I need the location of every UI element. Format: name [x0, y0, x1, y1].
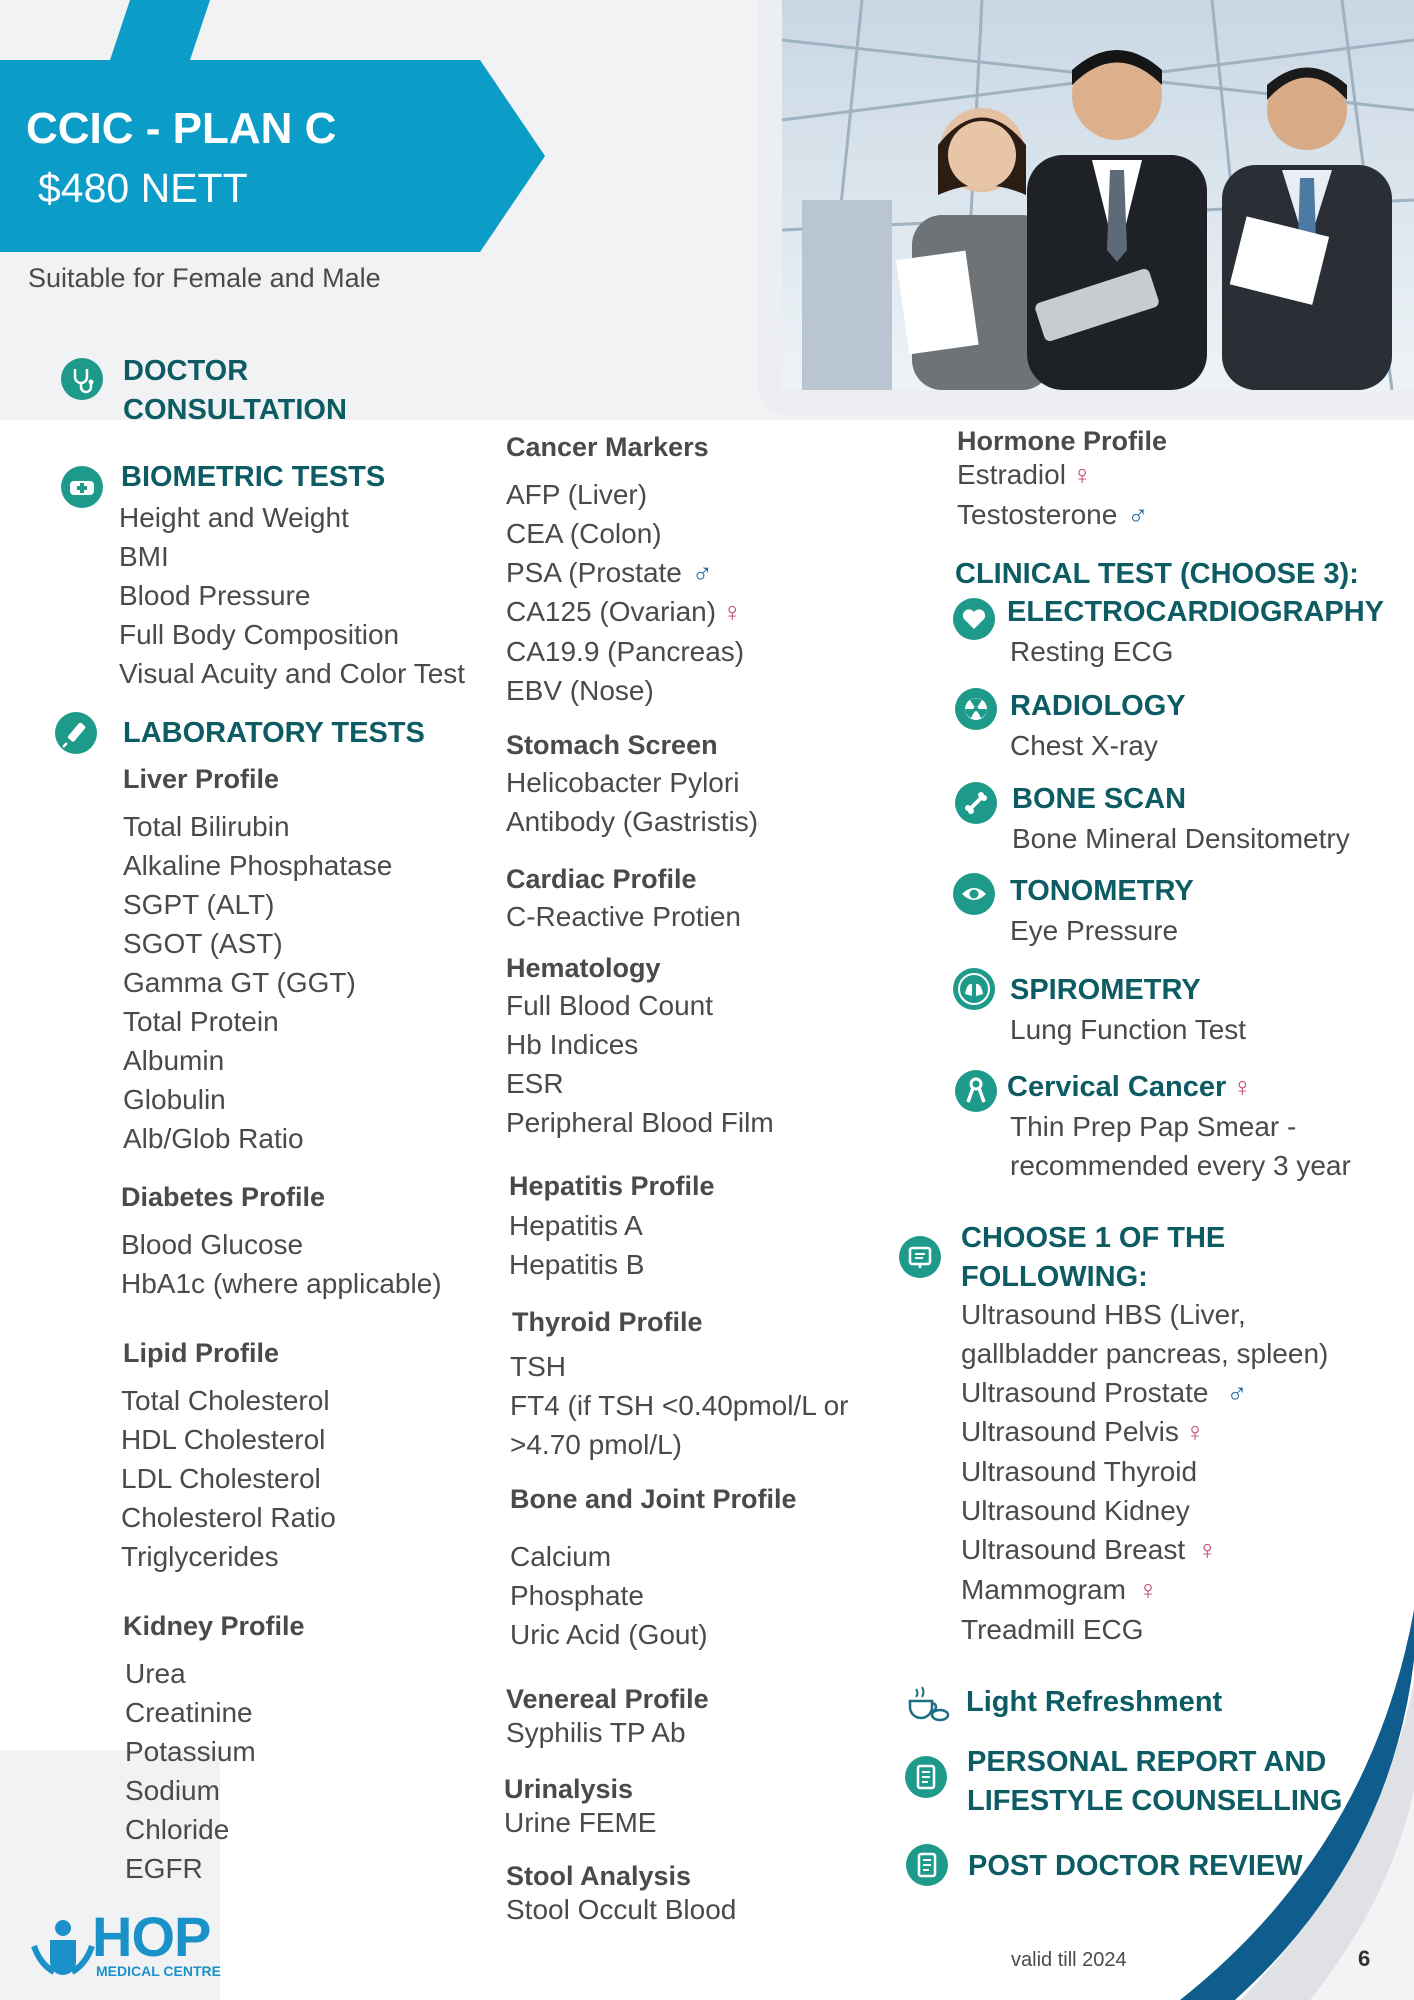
female-icon: ♀: [1184, 1417, 1206, 1447]
bone-scan-section: [1012, 780, 1350, 858]
list-item: Sodium: [125, 1775, 220, 1806]
ultrasound-icon: [899, 1236, 941, 1278]
suitable-text: Suitable for Female and Male: [28, 263, 381, 293]
female-icon: ♀: [1071, 460, 1093, 490]
cervical-title-text: Cervical Cancer: [1007, 1071, 1227, 1103]
male-icon: ♂: [1127, 499, 1149, 530]
urinalysis-title: Urinalysis: [504, 1774, 634, 1804]
female-icon: ♀: [722, 597, 743, 627]
cervical-title: [1007, 1068, 1351, 1107]
female-icon: ♀: [1137, 1575, 1159, 1605]
female-icon: ♀: [1232, 1072, 1253, 1102]
list-item: Chloride: [125, 1814, 230, 1845]
list-item: CEA (Colon): [506, 518, 662, 549]
ribbon-icon: [955, 1070, 997, 1112]
radiology-title: RADIOLOGY: [1010, 690, 1186, 722]
choose-one-title-line2: FOLLOWING:: [961, 1261, 1148, 1293]
bone-icon: [955, 782, 997, 824]
diabetes-title: Diabetes Profile: [121, 1182, 326, 1212]
bone-scan-title: BONE SCAN: [1012, 783, 1187, 815]
list-item: Uric Acid (Gout): [510, 1619, 708, 1650]
lipid-profile: [123, 1335, 336, 1576]
list-item: FT4 (if TSH <0.40pmol/L or: [510, 1390, 849, 1421]
hormone-title: Hormone Profile: [957, 426, 1168, 456]
list-item: Syphilis TP Ab: [506, 1717, 686, 1748]
ambulance-icon: [61, 466, 103, 508]
list-item: Height and Weight: [119, 502, 349, 533]
kidney-title: Kidney Profile: [123, 1611, 305, 1641]
male-icon: ♂: [691, 557, 713, 588]
list-item: Stool Occult Blood: [506, 1894, 737, 1925]
laboratory-title: LABORATORY TESTS: [123, 717, 425, 749]
list-item: C-Reactive Protien: [506, 901, 741, 932]
list-item: EGFR: [125, 1853, 203, 1884]
list-item: Urea: [125, 1658, 186, 1689]
radiation-icon: [955, 688, 997, 730]
logo-subtext: MEDICAL CENTRE: [96, 1963, 221, 1979]
list-item: CA19.9 (Pancreas): [506, 636, 745, 667]
bone-joint-title: Bone and Joint Profile: [510, 1484, 797, 1514]
choose-one-title-line1: CHOOSE 1 OF THE: [961, 1222, 1226, 1254]
list-item: Thin Prep Pap Smear -: [1010, 1111, 1297, 1142]
lipid-title: Lipid Profile: [123, 1338, 280, 1368]
list-item-label: Testosterone: [957, 499, 1118, 530]
list-item: Treadmill ECG: [961, 1614, 1144, 1645]
liver-title: Liver Profile: [123, 764, 280, 794]
list-item: Gamma GT (GGT): [123, 967, 356, 998]
list-item: LDL Cholesterol: [121, 1463, 321, 1494]
list-item: gallbladder pancreas, spleen): [961, 1338, 1329, 1369]
list-item: AFP (Liver): [506, 479, 648, 510]
list-item-label: Ultrasound Prostate: [961, 1377, 1209, 1408]
hepatitis-title: Hepatitis Profile: [509, 1171, 715, 1201]
list-item: [961, 1412, 1328, 1452]
list-item: EBV (Nose): [506, 675, 654, 706]
hematology-title: Hematology: [506, 953, 661, 983]
cardiac-title: Cardiac Profile: [506, 864, 697, 894]
cancer-markers: [506, 429, 744, 710]
list-item: Triglycerides: [121, 1541, 279, 1572]
list-item: [961, 1373, 1328, 1412]
list-item-label: Estradiol: [957, 459, 1066, 490]
bone-joint-profile: [510, 1481, 797, 1654]
list-item: Hepatitis B: [509, 1249, 645, 1280]
tonometry-section: [1010, 872, 1194, 950]
biometric-title: BIOMETRIC TESTS: [121, 461, 386, 493]
doctor-consultation-line1: DOCTOR: [123, 355, 249, 387]
list-item: Eye Pressure: [1010, 915, 1179, 946]
list-item: Total Bilirubin: [123, 811, 290, 842]
spirometry-section: [1010, 971, 1246, 1049]
list-item: Resting ECG: [1010, 636, 1174, 667]
liver-profile: [123, 761, 392, 1158]
valid-text: valid till 2024: [1011, 1949, 1127, 1971]
list-item: [961, 1530, 1328, 1570]
list-item: Blood Glucose: [121, 1229, 304, 1260]
report-line1: PERSONAL REPORT AND: [967, 1746, 1327, 1778]
plan-title: CCIC - PLAN C: [26, 104, 337, 153]
list-item: Ultrasound Kidney: [961, 1495, 1190, 1526]
female-icon: ♀: [1197, 1535, 1218, 1565]
list-item-label: Ultrasound Pelvis: [961, 1416, 1179, 1447]
clinical-test-title: CLINICAL TEST (CHOOSE 3):: [955, 558, 1359, 590]
list-item: Ultrasound HBS (Liver,: [961, 1299, 1246, 1330]
list-item: Blood Pressure: [119, 580, 311, 611]
list-item: ESR: [506, 1068, 564, 1099]
venereal-profile: [506, 1681, 709, 1752]
lungs-icon: [953, 968, 995, 1010]
business-people-photo: [782, 0, 1414, 390]
venereal-title: Venereal Profile: [506, 1684, 709, 1714]
ecg-section: [1007, 593, 1384, 671]
corner-swoosh: [1140, 1600, 1414, 2000]
list-item-label: CA125 (Ovarian): [506, 596, 717, 627]
list-item-label: PSA (Prostate: [506, 557, 682, 588]
list-item: Antibody (Gastristis): [506, 806, 759, 837]
list-item: SGOT (AST): [123, 928, 283, 959]
list-item: Albumin: [123, 1045, 225, 1076]
list-item: [506, 592, 744, 632]
stool-title: Stool Analysis: [506, 1861, 692, 1891]
spirometry-title: SPIROMETRY: [1010, 974, 1201, 1006]
list-item: Alkaline Phosphatase: [123, 850, 393, 881]
list-item: Creatinine: [125, 1697, 253, 1728]
list-item: Total Protein: [123, 1006, 279, 1037]
logo-text: HOP: [92, 1905, 211, 1968]
list-item: Calcium: [510, 1541, 612, 1572]
list-item: SGPT (ALT): [123, 889, 275, 920]
diabetes-profile: [121, 1179, 442, 1303]
cardiac-profile: [506, 861, 741, 936]
list-item: recommended every 3 year: [1010, 1150, 1351, 1181]
review-icon: [906, 1844, 948, 1886]
choose-one-section: [961, 1219, 1328, 1649]
refreshment-icon: [904, 1683, 950, 1723]
hematology: [506, 950, 774, 1142]
list-item: Chest X-ray: [1010, 730, 1158, 761]
stool-analysis: [506, 1858, 736, 1929]
list-item: Ultrasound Thyroid: [961, 1456, 1198, 1487]
doctor-consultation-line2: CONSULTATION: [123, 394, 347, 426]
male-icon: ♂: [1226, 1377, 1248, 1408]
thyroid-profile: [512, 1304, 848, 1464]
plan-price: $480 NETT: [38, 165, 248, 211]
report-icon: [905, 1756, 947, 1798]
list-item: Potassium: [125, 1736, 256, 1767]
list-item: Lung Function Test: [1010, 1014, 1247, 1045]
list-item: [957, 495, 1167, 534]
list-item: Total Cholesterol: [121, 1385, 330, 1416]
list-item-label: Mammogram: [961, 1574, 1126, 1605]
cervical-section: [1007, 1068, 1351, 1185]
tonometry-title: TONOMETRY: [1010, 875, 1194, 907]
refreshment-title: Light Refreshment: [966, 1686, 1223, 1718]
list-item: TSH: [510, 1351, 566, 1382]
cancer-title: Cancer Markers: [506, 432, 709, 462]
list-item: Full Blood Count: [506, 990, 714, 1021]
list-item: Visual Acuity and Color Test: [119, 658, 466, 689]
hop-logo-icon: [30, 1916, 96, 1978]
biometric-tests: [121, 458, 465, 693]
list-item: [506, 553, 744, 592]
kidney-profile: [123, 1608, 305, 1888]
hormone-profile: [957, 423, 1167, 534]
urinalysis: [504, 1771, 656, 1842]
list-item: [957, 455, 1167, 495]
radiology-section: [1010, 687, 1186, 765]
stomach-title: Stomach Screen: [506, 730, 718, 760]
ecg-title: ELECTROCARDIOGRAPHY: [1007, 596, 1385, 628]
list-item: BMI: [119, 541, 169, 572]
syringe-icon: [55, 712, 97, 754]
list-item: >4.70 pmol/L): [510, 1429, 682, 1460]
list-item: HDL Cholesterol: [121, 1424, 326, 1455]
list-item: Bone Mineral Densitometry: [1012, 823, 1350, 854]
post-doctor-review: POST DOCTOR REVIEW: [968, 1850, 1303, 1882]
list-item: Cholesterol Ratio: [121, 1502, 336, 1533]
heart-icon: [953, 598, 995, 640]
report-line2: LIFESTYLE COUNSELLING: [967, 1785, 1343, 1817]
thyroid-title: Thyroid Profile: [512, 1307, 703, 1337]
list-item: Helicobacter Pylori: [506, 767, 740, 798]
doctor-consultation: [123, 352, 347, 430]
list-item: Hepatitis A: [509, 1210, 643, 1241]
page-number: 6: [1358, 1946, 1371, 1971]
list-item: HbA1c (where applicable): [121, 1268, 442, 1299]
list-item: Urine FEME: [504, 1807, 657, 1838]
list-item: Alb/Glob Ratio: [123, 1123, 304, 1154]
list-item: Phosphate: [510, 1580, 644, 1611]
list-item-label: Ultrasound Breast: [961, 1534, 1186, 1565]
eye-icon: [953, 873, 995, 915]
stomach-screen: [506, 727, 758, 841]
list-item: Hb Indices: [506, 1029, 639, 1060]
hepatitis-profile: [509, 1168, 715, 1284]
stethoscope-icon: [61, 358, 103, 400]
list-item: Globulin: [123, 1084, 226, 1115]
list-item: Full Body Composition: [119, 619, 400, 650]
list-item: Peripheral Blood Film: [506, 1107, 774, 1138]
